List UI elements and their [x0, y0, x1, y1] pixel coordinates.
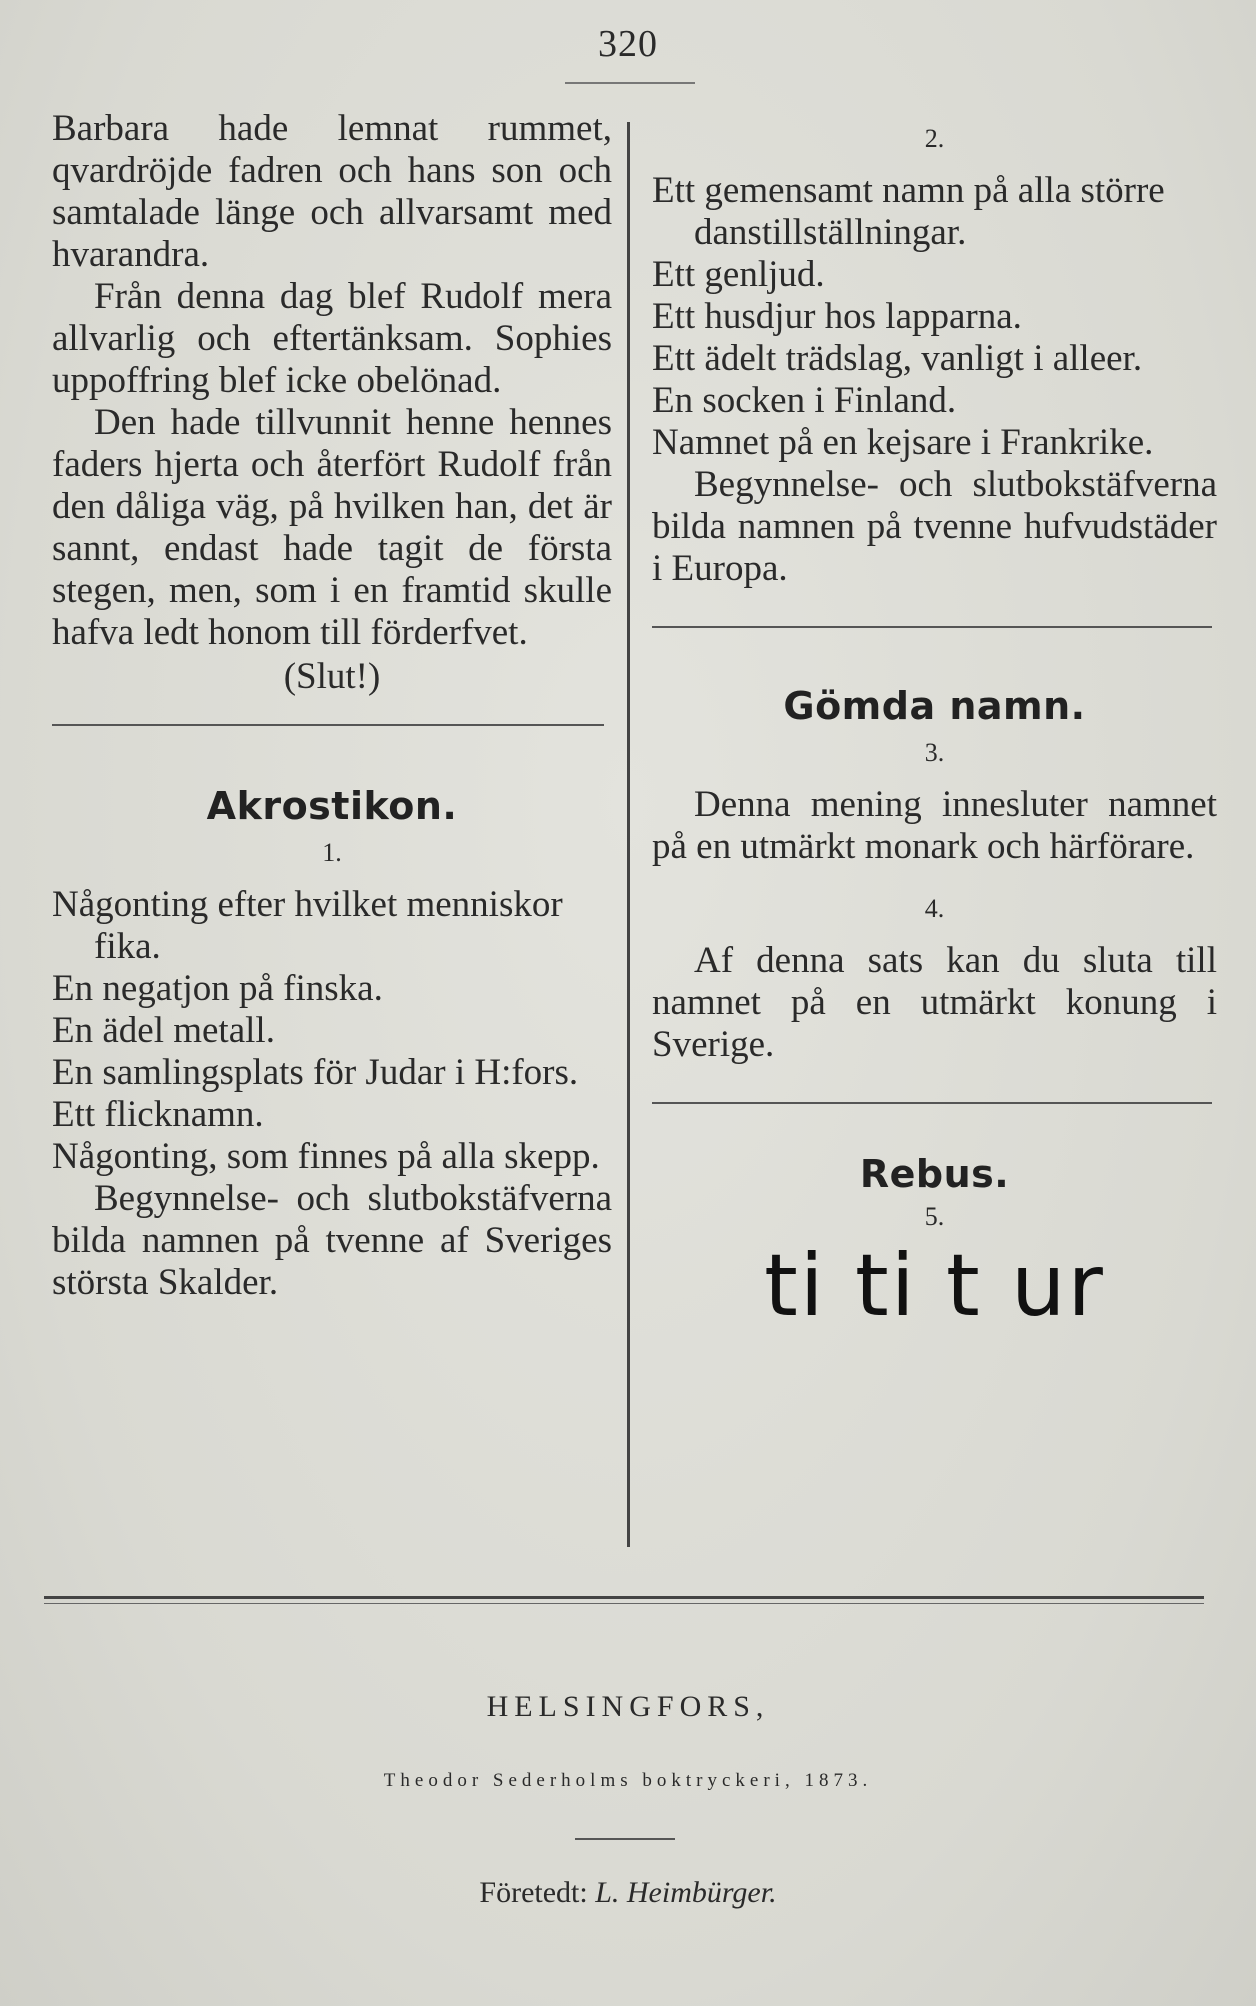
- story-paragraph: Barbara hade lemnat rummet, qvardröjde fadren och hans son och samtalade länge och allvarsamt med hvarandra.: [52, 108, 612, 275]
- story-end-note: (Slut!): [283, 656, 381, 697]
- page-number: 320: [598, 23, 658, 65]
- right-column: [652, 118, 1217, 1336]
- clue-item: En socken i Finland.: [652, 380, 957, 421]
- akrostikon-heading: Akrostikon.: [206, 784, 458, 828]
- clue-item: Ett flicknamn.: [52, 1094, 264, 1135]
- credit-label: Företedt:: [479, 1876, 588, 1909]
- clue-item: En ädel metall.: [52, 1010, 275, 1051]
- clue-item: Ett ädelt trädslag, vanligt i alleer.: [652, 338, 1143, 379]
- puzzle-number: 5.: [924, 1202, 945, 1231]
- rebus-heading: Rebus.: [859, 1152, 1010, 1196]
- gomda-namn-heading: Gömda namn.: [783, 684, 1086, 728]
- puzzle-number: 1.: [322, 838, 342, 867]
- footer-rule-thin: [44, 1603, 1204, 1604]
- footer-rule: [44, 1596, 1204, 1599]
- story-paragraph: Den hade tillvunnit henne hennes faders hjerta och återfört Rudolf från den dåliga väg, på hvilken han, det är sannt, endast hade tagit de första stegen, men, som i en framtid skulle hafva ledt honom till förderfvet.: [52, 402, 612, 653]
- puzzle-number: 2.: [924, 124, 945, 153]
- puzzle-instruction: Begynnelse- och slutbokstäfverna bilda namnen på tvenne hufvudstäder i Europa.: [652, 464, 1217, 589]
- clue-item: Någonting, som finnes på alla skepp.: [52, 1136, 600, 1177]
- credit-line: [0, 1876, 1256, 1910]
- imprint-city: HELSINGFORS,: [486, 1690, 770, 1723]
- imprint-rule: [575, 1838, 675, 1840]
- section-divider: [652, 1102, 1212, 1104]
- puzzle-text: Af denna sats kan du sluta till namnet på en utmärkt konung i Sverige.: [652, 940, 1217, 1065]
- puzzle-instruction: Begynnelse- och slutbokstäfverna bilda namnen på tvenne af Sveriges största Skalder.: [52, 1178, 612, 1303]
- clue-item: Ett husdjur hos lapparna.: [652, 296, 1022, 337]
- story-paragraph: Från denna dag blef Rudolf mera allvarlig och eftertänksam. Sophies uppoffring blef icke obelönad.: [52, 276, 612, 401]
- puzzle-text: Denna mening innesluter namnet på en utmärkt monark och härförare.: [652, 784, 1217, 867]
- puzzle-number: 4.: [924, 894, 945, 923]
- puzzle-number: 3.: [924, 738, 945, 767]
- clue-item: Ett gemensamt namn på alla större danstillställningar.: [652, 170, 1165, 253]
- clue-item: Ett genljud.: [652, 254, 825, 295]
- clue-item: En samlingsplats för Judar i H:fors.: [52, 1052, 579, 1093]
- column-divider: [627, 122, 630, 1547]
- section-divider: [52, 724, 604, 726]
- left-column: [52, 108, 612, 1304]
- clue-item: Någonting efter hvilket menniskor fika.: [52, 884, 563, 967]
- rebus-content: ti ti t ur: [764, 1236, 1105, 1336]
- page-number-rule: [565, 82, 695, 84]
- imprint-printer: Theodor Sederholms boktryckeri, 1873.: [383, 1770, 873, 1791]
- section-divider: [652, 626, 1212, 628]
- credit-name: L. Heimbürger.: [595, 1876, 777, 1909]
- clue-item: Namnet på en kejsare i Frankrike.: [652, 422, 1154, 463]
- clue-item: En negatjon på finska.: [52, 968, 383, 1009]
